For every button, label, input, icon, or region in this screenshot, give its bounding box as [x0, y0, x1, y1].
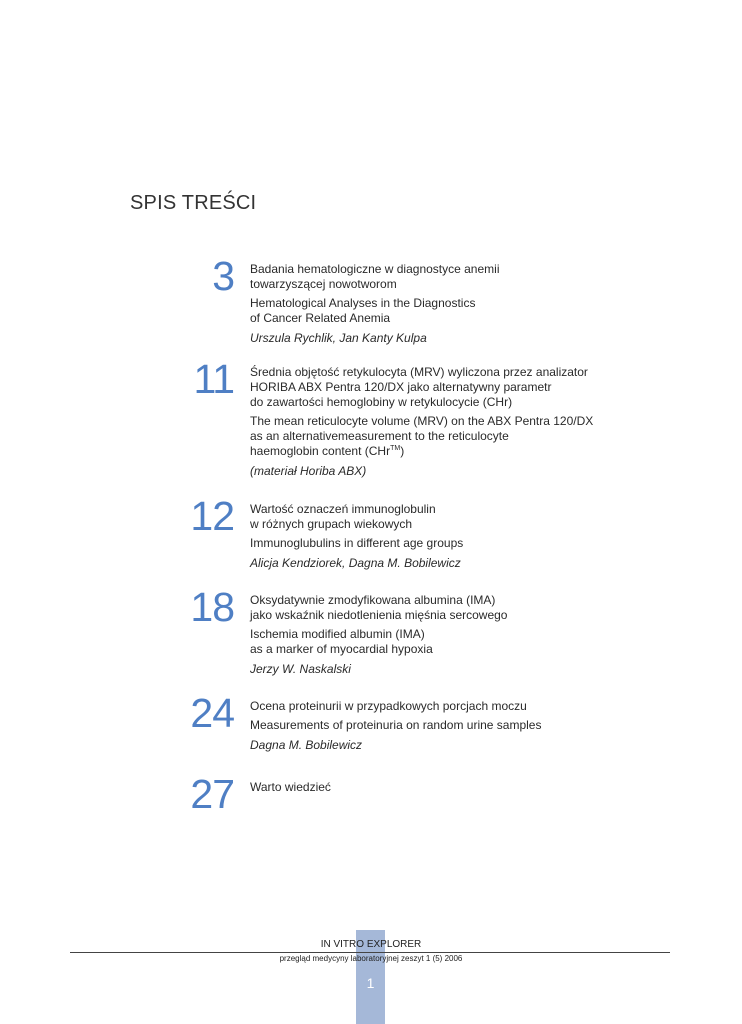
polish-title-line: jako wskaźnik niedotlenienia mięśnia sercowego	[250, 608, 508, 622]
english-title-text: haemoglobin content (CHr	[250, 444, 391, 458]
page-title: SPIS TREŚCI	[130, 192, 257, 214]
english-title-line: as an alternativemeasurement to the reticulocyte	[250, 429, 509, 443]
entry-body	[250, 593, 610, 677]
polish-title-line: Oksydatywnie zmodyfikowana albumina (IMA)	[250, 593, 496, 607]
english-title-line: Hematological Analyses in the Diagnostics	[250, 296, 476, 310]
page-number-ref: 24	[190, 690, 234, 736]
polish-title-line: Warto wiedzieć	[250, 780, 331, 794]
entry-author: Jerzy W. Naskalski	[250, 662, 351, 676]
english-title-line: The mean reticulocyte volume (MRV) on the ABX Pentra 120/DX	[250, 414, 594, 428]
polish-title-line: w różnych grupach wiekowych	[250, 517, 413, 531]
english-title-line: Immunoglubulins in different age groups	[250, 536, 464, 550]
english-title-line: as a marker of myocardial hypoxia	[250, 642, 433, 656]
polish-title-line: Średnia objętość retykulocyta (MRV) wyliczona przez analizator	[250, 365, 588, 379]
polish-title-line: Wartość oznaczeń immunoglobulin	[250, 502, 436, 516]
polish-title-line: Badania hematologiczne w diagnostyce anemii	[250, 262, 500, 276]
entry-body	[250, 699, 610, 753]
english-title-line: Measurements of proteinuria on random urine samples	[250, 718, 542, 732]
entry-author: Urszula Rychlik, Jan Kanty Kulpa	[250, 331, 427, 345]
page-number-ref: 18	[190, 584, 234, 630]
trademark-mark: TM	[390, 445, 401, 452]
closing-paren: )	[400, 444, 405, 458]
english-title-line: of Cancer Related Anemia	[250, 311, 391, 325]
english-title-line: Ischemia modified albumin (IMA)	[250, 627, 425, 641]
entry-body	[250, 502, 610, 571]
page-number-ref: 3	[212, 253, 234, 299]
entry-author: Dagna M. Bobilewicz	[250, 738, 363, 752]
journal-name: IN VITRO EXPLORER	[320, 939, 422, 950]
page-number-ref: 11	[193, 356, 234, 402]
page-number-ref: 12	[190, 493, 234, 539]
entry-author: Alicja Kendziorek, Dagna M. Bobilewicz	[250, 556, 461, 570]
polish-title-line: towarzyszącej nowotworom	[250, 277, 397, 291]
polish-title-line: Ocena proteinurii w przypadkowych porcjach moczu	[250, 699, 527, 713]
entry-body	[250, 262, 610, 346]
entry-body	[250, 365, 610, 479]
journal-subtitle: przegląd medycyny laboratoryjnej zeszyt 1 (5) 2006	[279, 954, 463, 963]
page-number-ref: 27	[190, 771, 234, 817]
polish-title-line: do zawartości hemoglobiny w retykulocycie (CHr)	[250, 395, 513, 409]
footer-divider	[70, 952, 670, 953]
english-title-line	[250, 444, 610, 459]
entry-author: (materiał Horiba ABX)	[250, 464, 367, 478]
polish-title-line: HORIBA ABX Pentra 120/DX jako alternatywny parametr	[250, 380, 552, 394]
entry-body	[250, 780, 610, 795]
page-number: 1	[366, 975, 375, 991]
